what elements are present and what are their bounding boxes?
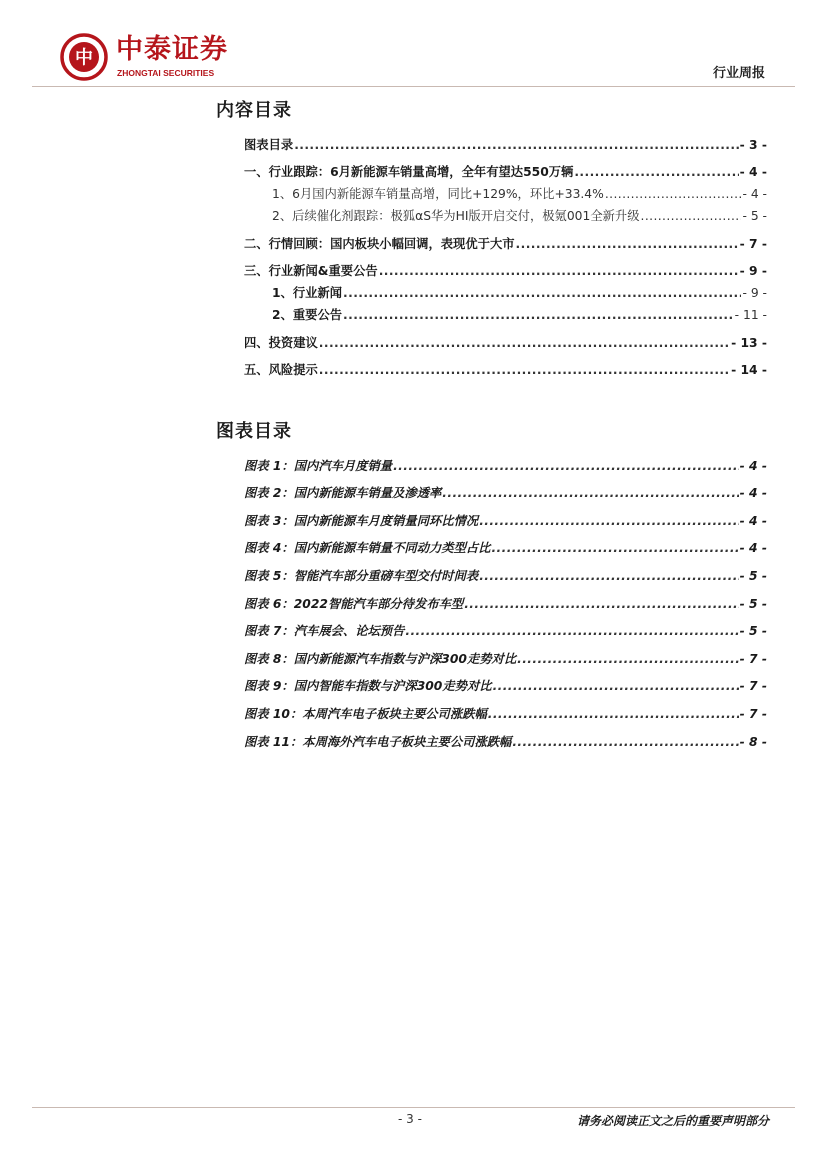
footer-divider [32,1107,795,1108]
figure-entry[interactable]: 图表 11：本周海外汽车电子板块主要公司涨跌幅 ..... - 8 - [244,733,767,751]
report-type-label: 行业周报 [712,66,765,81]
toc-subentry[interactable]: 1、行业新闻 ..... - 9 - [272,284,767,302]
toc-entry[interactable]: 图表目录 ..... - 3 - [244,136,767,154]
company-logo [60,33,260,83]
figure-entry[interactable]: 图表 8：国内新能源汽车指数与沪深300走势对比 ..... - 7 - [244,650,767,668]
toc-subentry[interactable]: 1、6月国内新能源车销量高增，同比+129%，环比+33.4% ..... - 4 - [272,185,767,203]
page-number: - 3 - [398,1112,422,1126]
toc-title: 内容目录 [216,100,292,121]
figure-entry[interactable]: 图表 10：本周汽车电子板块主要公司涨跌幅 ..... - 7 - [244,705,767,723]
disclaimer-text: 请务必阅读正文之后的重要声明部分 [576,1114,769,1128]
logo-chinese-name: 中泰证券 [116,34,228,65]
header-divider [32,86,795,87]
figure-entry[interactable]: 图表 4：国内新能源车销量不同动力类型占比 ..... - 4 - [244,539,767,557]
toc-entry[interactable]: 四、投资建议 ..... - 13 - [244,334,767,352]
logo-english-name: ZHONGTAI SECURITIES [117,68,215,78]
figure-entry[interactable]: 图表 2：国内新能源车销量及渗透率 ..... - 4 - [244,484,767,502]
figure-list-title: 图表目录 [216,421,292,442]
zhongtai-logo-icon [60,33,108,81]
svg-text:中: 中 [75,47,93,69]
toc-subentry[interactable]: 2、后续催化剂跟踪：极狐αS华为HI版开启交付，极氪001全新升级 ..... - 5 - [272,207,767,225]
figure-entry[interactable]: 图表 3：国内新能源车月度销量同环比情况 ..... - 4 - [244,512,767,530]
figure-entry[interactable]: 图表 6：2022智能汽车部分待发布车型 ..... - 5 - [244,595,767,613]
figure-entry[interactable]: 图表 1：国内汽车月度销量 ..... - 4 - [244,457,767,475]
toc-entry[interactable]: 三、行业新闻&重要公告 ..... - 9 - [244,262,767,280]
figure-entry[interactable]: 图表 9：国内智能车指数与沪深300走势对比 ..... - 7 - [244,677,767,695]
toc-entry[interactable]: 一、行业跟踪：6月新能源车销量高增，全年有望达550万辆 ..... - 4 - [244,163,767,181]
figure-entry[interactable]: 图表 7：汽车展会、论坛预告 ..... - 5 - [244,622,767,640]
toc-entry[interactable]: 五、风险提示 ..... - 14 - [244,361,767,379]
figure-entry[interactable]: 图表 5：智能汽车部分重磅车型交付时间表 ..... - 5 - [244,567,767,585]
toc-entry[interactable]: 二、行情回顾：国内板块小幅回调，表现优于大市 ..... - 7 - [244,235,767,253]
toc-subentry[interactable]: 2、重要公告 ..... - 11 - [272,306,767,324]
